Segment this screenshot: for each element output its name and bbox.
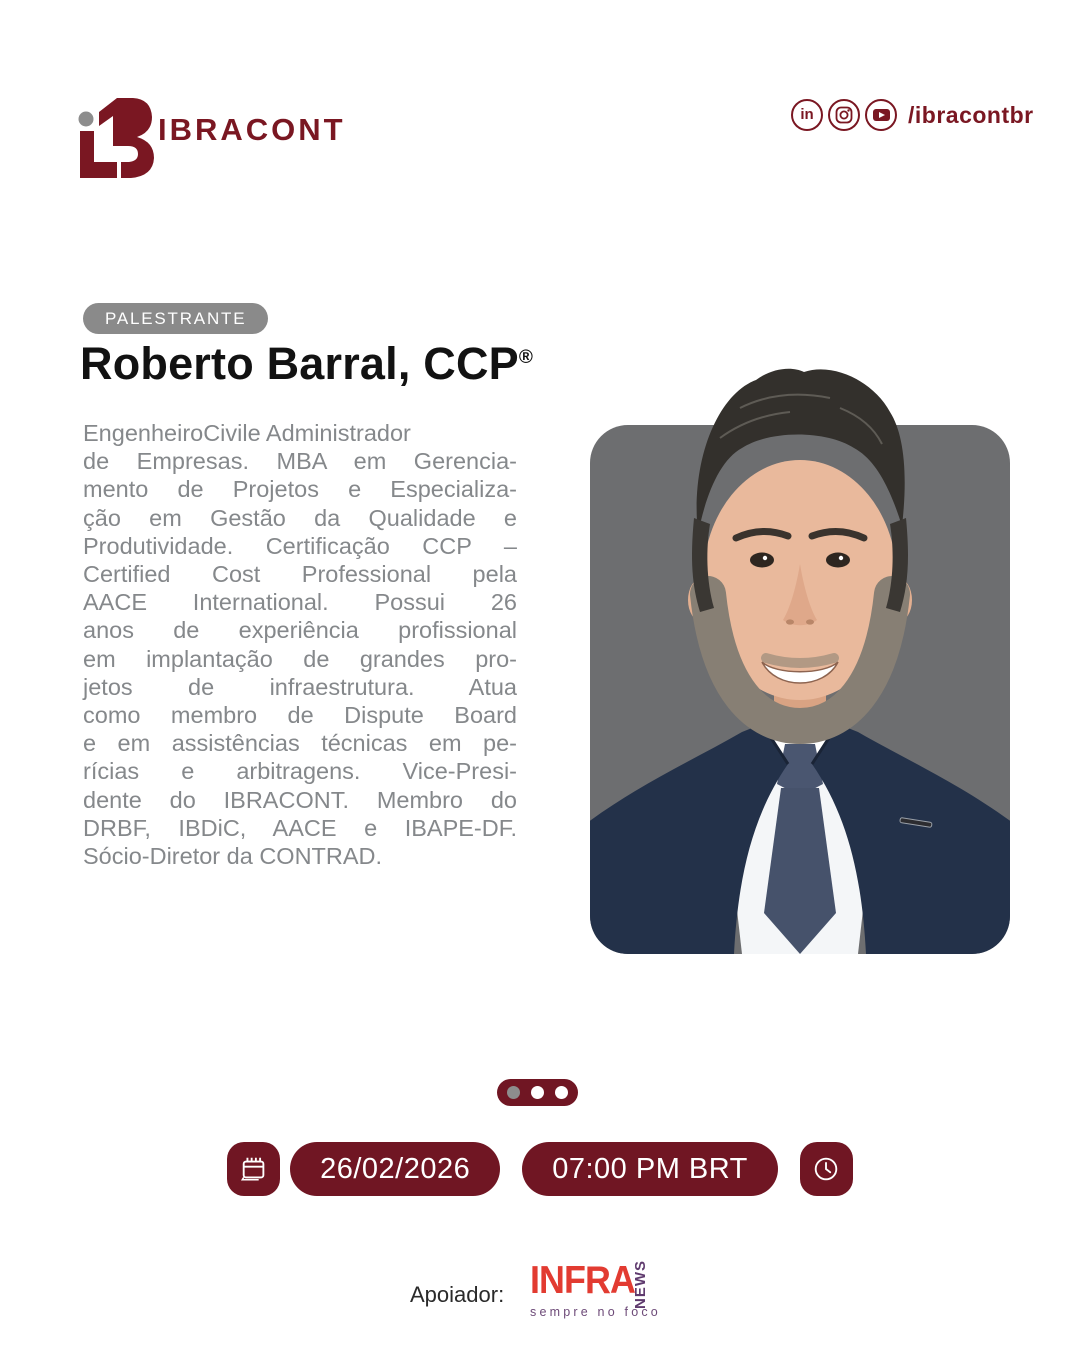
bio-line: ção em Gestão da Qualidade e: [83, 504, 517, 531]
youtube-icon[interactable]: [865, 99, 897, 131]
pagination-dot[interactable]: [555, 1086, 568, 1099]
infranews-news-vertical: NEWS: [632, 1260, 649, 1309]
infranews-logo: [530, 1261, 670, 1331]
speaker-name-text: Roberto Barral, CCP: [80, 338, 519, 389]
speaker-portrait: [590, 368, 1010, 954]
calendar-badge: [227, 1142, 280, 1196]
bio-line: jetos de infraestrutura. Atua: [83, 673, 517, 700]
infranews-wordmark: INFRA: [530, 1259, 636, 1302]
ibracont-logo-icon: [75, 88, 157, 190]
speaker-role-badge: PALESTRANTE: [83, 303, 268, 334]
social-handle[interactable]: /ibracontbr: [908, 101, 1034, 128]
event-time-pill: 07:00 PM BRT: [522, 1142, 778, 1196]
play-triangle-icon: [879, 112, 885, 118]
supporter-label: Apoiador:: [410, 1282, 505, 1307]
logo-wordmark: IBRACONT: [158, 112, 346, 147]
speaker-bio: [83, 419, 517, 870]
pagination-dot[interactable]: [507, 1086, 520, 1099]
bio-line: rícias e arbitragens. Vice-Presi-: [83, 758, 517, 785]
bio-line: Certified Cost Professional pela: [83, 561, 517, 588]
bio-line: EngenheiroCivile Administrador: [83, 420, 411, 446]
clock-badge: [800, 1142, 853, 1196]
bio-line: AACE International. Possui 26: [83, 589, 517, 616]
bio-line: Produtividade. Certificação CCP –: [83, 532, 517, 559]
infranews-tagline: sempre no foco: [530, 1305, 661, 1319]
bio-line: Sócio-Diretor da CONTRAD.: [83, 843, 383, 870]
linkedin-icon[interactable]: in: [791, 99, 823, 131]
bio-line: dente do IBRACONT. Membro do: [83, 786, 517, 813]
bio-line: em implantação de grandes pro-: [83, 645, 517, 672]
clock-icon: [811, 1154, 841, 1184]
pagination-dot[interactable]: [531, 1086, 544, 1099]
bio-line: como membro de Dispute Board: [83, 702, 517, 729]
event-info-row: [0, 1142, 1080, 1196]
registered-mark: ®: [518, 347, 534, 368]
calendar-icon: [239, 1154, 269, 1184]
carousel-pagination: [497, 1079, 578, 1106]
bio-line: DRBF, IBDiC, AACE e IBAPE-DF.: [83, 814, 517, 841]
bio-line: mento de Projetos e Especializa-: [83, 476, 517, 503]
event-date-pill: 26/02/2026: [290, 1142, 500, 1196]
speaker-name: [80, 338, 533, 390]
social-bar: [791, 99, 1034, 131]
bio-line: anos de experiência profissional: [83, 617, 517, 644]
bio-line: de Empresas. MBA em Gerencia-: [83, 448, 517, 475]
bio-line: e em assistências técnicas em pe-: [83, 730, 517, 757]
instagram-icon[interactable]: [828, 99, 860, 131]
youtube-play-box: [873, 109, 890, 121]
